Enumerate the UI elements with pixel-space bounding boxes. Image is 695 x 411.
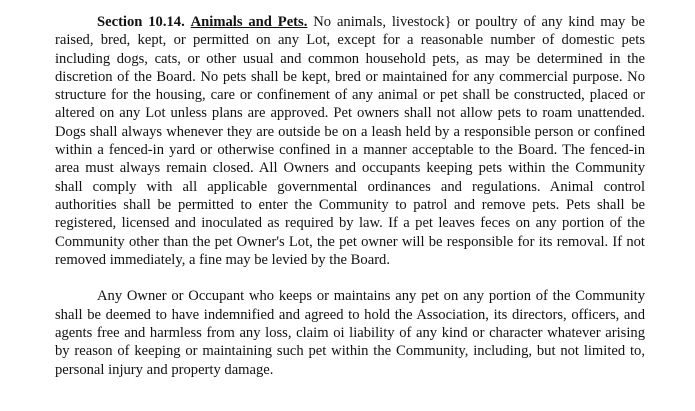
indemnity-text: Any Owner or Occupant who keeps or maintains any pet on any portion of the Community shall be deemed to have indemnified and agreed to hold the Association, its directors, officers, and agents free and harmless from any loss, claim oi liability of any kind or character whatever arising by reason of keeping or maintaining such pet within the Community, including, but not limited to, personal injury and property damage. <box>55 288 645 378</box>
section-body-text: No animals, livestock} or poultry of any kind may be raised, bred, kept, or permitted on any Lot, except for a reasonable number of domestic pets including dogs, cats, or other usual and common household pets, as may be determined in the discretion of the Board. No pets shall be kept, bred or maintained for any commercial purpose. No structure for the housing, care or confinement of any animal or pet shall be constructed, placed or altered on any Lot unless plans are approved. Pet owners shall not allow pets to roam unattended. Dogs shall always whenever they are outside be on a leash held by a responsible person or confined within a fenced-in yard or otherwise confined in a manner acceptable to the Board. The fenced-in area must always remain closed. All Owners and occupants keeping pets within the Community shall comply with all applicable governmental ordinances and regulations. Animal control authorities shall be permitted to enter the Community to patrol and remove pets. Pets shall be registered, licensed and inoculated as required by law. If a pet leaves feces on any portion of the Community other than the pet Owner's Lot, the pet owner will be responsible for its removal. If not removed immediately, a fine may be levied by the Board. <box>55 14 645 268</box>
document-body <box>55 13 645 379</box>
section-title: Animals and Pets. <box>190 14 308 30</box>
section-paragraph-2 <box>55 287 645 378</box>
section-number: Section 10.14. <box>97 14 185 30</box>
section-paragraph-1 <box>55 13 645 269</box>
